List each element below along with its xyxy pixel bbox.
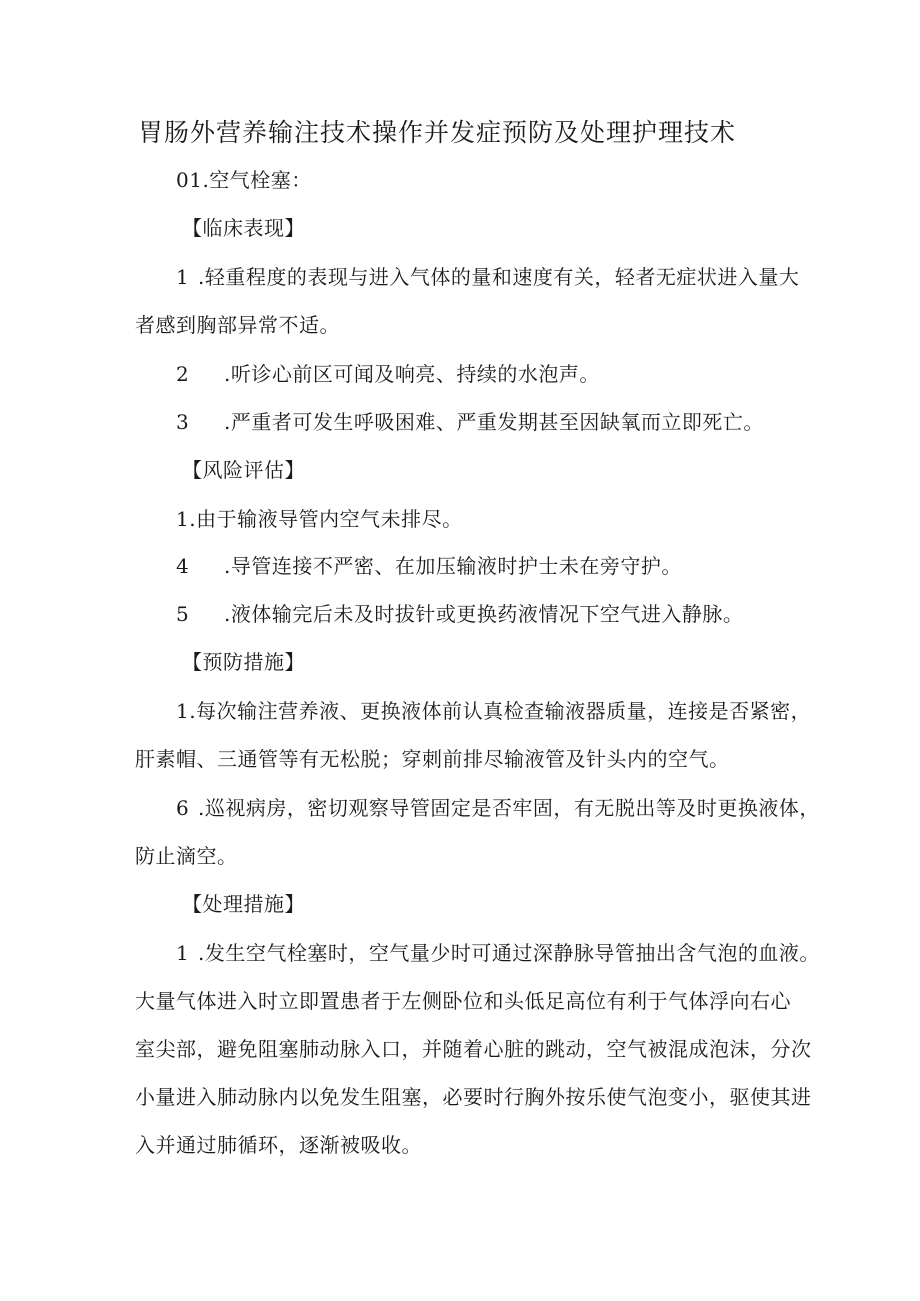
clinical-item-1-continuation: 者感到胸部异常不适。 <box>135 313 340 337</box>
risk-item-2-text: .导管连接不严密、在加压输液时护士未在旁守护。 <box>224 554 682 578</box>
clinical-item-3-number: 3 <box>176 410 190 434</box>
clinical-item-2 <box>176 360 600 388</box>
risk-item-1: 1.由于输液导管内空气未排尽。 <box>176 507 463 531</box>
prevention-item-2-text: .巡视病房，密切观察导管固定是否牢固，有无脱出等及时更换液体， <box>198 796 820 820</box>
treatment-item-1-line-4: 小量进入肺动脉内以免发生阻塞，必要时行胸外按乐使气泡变小，驱使其进 <box>135 1085 812 1109</box>
prevention-heading: 【预防措施】 <box>182 650 305 674</box>
clinical-item-1-text: .轻重程度的表现与进入气体的量和速度有关，轻者无症状进入量大 <box>198 265 800 289</box>
treatment-item-1 <box>176 939 820 967</box>
risk-item-2-number: 4 <box>176 554 190 578</box>
risk-item-2 <box>176 552 682 580</box>
prevention-item-2-continuation: 防止滴空。 <box>135 844 238 868</box>
prevention-item-2-number: 6 <box>176 796 190 820</box>
clinical-heading: 【临床表现】 <box>182 216 305 240</box>
clinical-item-3 <box>176 408 764 436</box>
risk-item-3-text: .液体输完后未及时拔针或更换药液情况下空气进入静脉。 <box>224 602 744 626</box>
clinical-item-2-text: .听诊心前区可闻及响亮、持续的水泡声。 <box>224 362 600 386</box>
clinical-item-1-number: 1 <box>176 265 190 289</box>
treatment-item-1-line-3: 室尖部，避免阻塞肺动脉入口，并随着心脏的跳动，空气被混成泡沫，分次 <box>135 1037 812 1061</box>
section-heading: 01.空气栓塞： <box>176 168 312 192</box>
clinical-item-1 <box>176 263 799 291</box>
prevention-item-1: 1.每次输注营养液、更换液体前认真检查输液器质量，连接是否紧密， <box>176 699 812 723</box>
document-title: 胃肠外营养输注技术操作并发症预防及处理护理技术 <box>138 118 737 147</box>
prevention-item-1-continuation: 肝素帽、三通管等有无松脱；穿刺前排尽输液管及针头内的空气。 <box>135 747 730 771</box>
treatment-item-1-number: 1 <box>176 941 190 965</box>
risk-item-3-number: 5 <box>176 602 190 626</box>
treatment-item-1-text: .发生空气栓塞时，空气量少时可通过深静脉导管抽出含气泡的血液。 <box>198 941 820 965</box>
treatment-heading: 【处理措施】 <box>182 892 305 916</box>
risk-item-3 <box>176 600 743 628</box>
clinical-item-2-number: 2 <box>176 362 190 386</box>
prevention-item-2 <box>176 794 820 822</box>
treatment-item-1-line-5: 入并通过肺循环，逐渐被吸收。 <box>135 1133 422 1157</box>
risk-heading: 【风险评估】 <box>182 458 305 482</box>
clinical-item-3-text: .严重者可发生呼吸困难、严重发期甚至因缺氧而立即死亡。 <box>224 410 764 434</box>
treatment-item-1-line-2: 大量气体进入时立即置患者于左侧卧位和头低足高位有利于气体浮向右心 <box>135 989 791 1013</box>
